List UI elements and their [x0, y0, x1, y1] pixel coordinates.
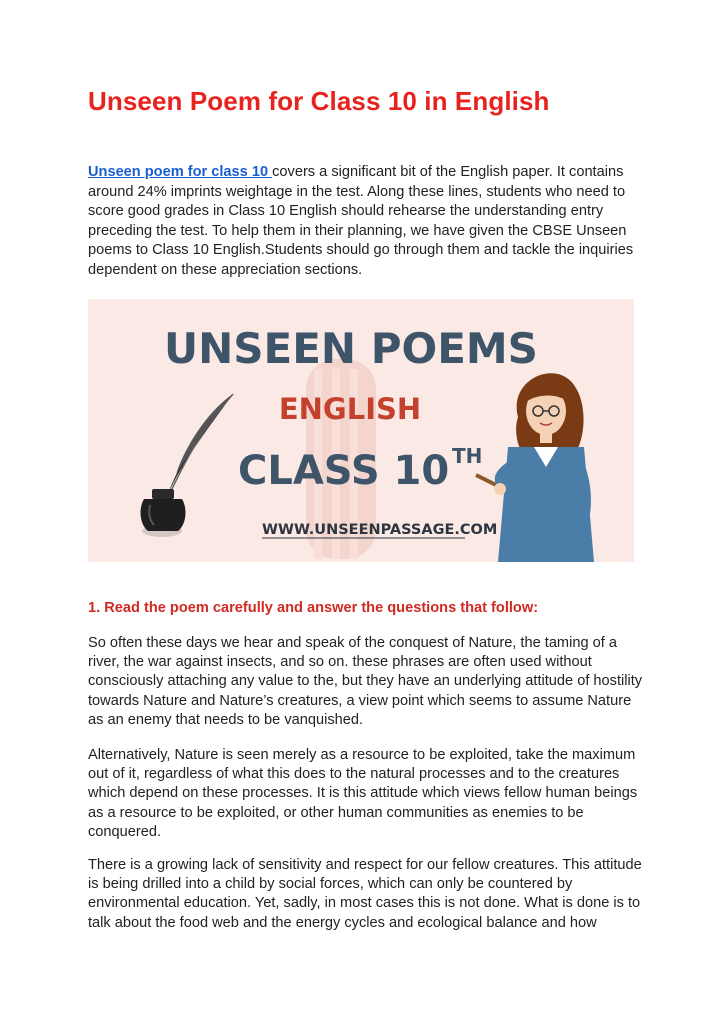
intro-text: covers a significant bit of the English paper. It contains around 24% imprints weightage in the test. Along these lines, students who need to score good grades in Class 10 English should rehearse the understanding entry preceding the test. To help them in their planning, we have given the CBSE Unseen poems to Class 10 English.Students should go through them and tackle the inquiries dependent on these appreciation sections. — [88, 164, 634, 278]
question-heading: 1. Read the poem carefully and answer the questions that follow: — [88, 600, 539, 616]
page-title: Unseen Poem for Class 10 in English — [88, 86, 550, 116]
banner-image — [88, 299, 634, 562]
banner-line-class: CLASS 10 — [238, 448, 450, 494]
intro-paragraph — [88, 163, 648, 281]
banner-line-english: ENGLISH — [278, 392, 422, 426]
paragraph-1: So often these days we hear and speak of the conquest of Nature, the taming of a river, the war against insects, and so on. these phrases are often used without consciously attaching any value to the, but they have an underlying attitude of hostility towards Nature and Nature’s creatures, a view point which seems to assume Nature as an enemy that needs to be vanquished. — [88, 635, 643, 728]
banner-line-unseen-poems: UNSEEN POEMS — [164, 324, 538, 373]
paragraph-3: There is a growing lack of sensitivity and respect for our fellow creatures. This attitude is being drilled into a child by social forces, which can only be countered by environmental education. Yet, sadly, in most cases this is not done. What is done is to talk about the food web and the energy cycles and ecological balance and how — [88, 857, 642, 931]
ink-bottle-icon — [141, 489, 186, 537]
paragraph-2: Alternatively, Nature is seen merely as a resource to be exploited, take the maximum out of it, regardless of what this does to the natural processes and to the creatures which depend on these processes. It is this attitude which views fellow human beings as a resource to be exploited, or other human communities as enemies to be conquered. — [88, 747, 638, 840]
banner-superscript: TH — [452, 444, 483, 468]
banner-website: WWW.UNSEENPASSAGE.COM — [262, 522, 498, 538]
unseen-poem-link[interactable]: Unseen poem for class 10 — [88, 164, 273, 180]
